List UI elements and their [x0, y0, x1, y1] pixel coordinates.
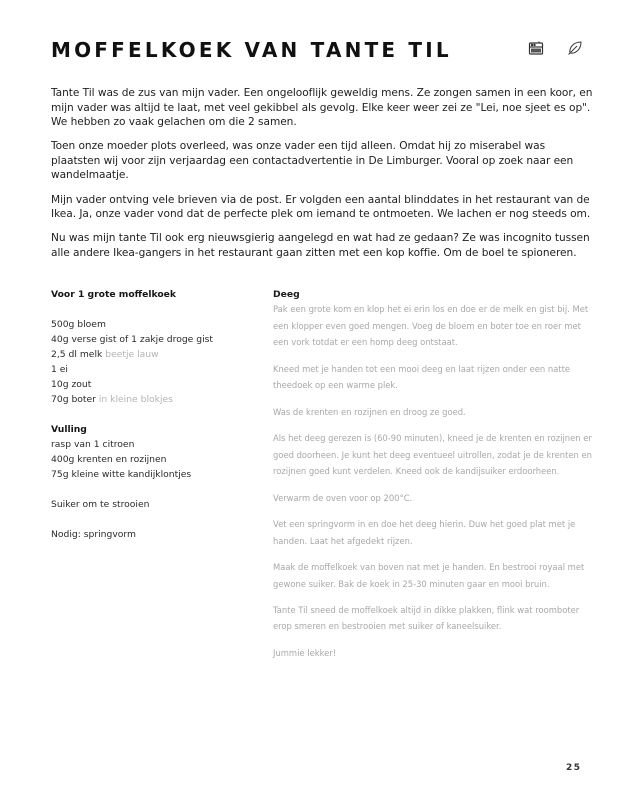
- filling-item: 400g krenten en rozijnen: [51, 454, 167, 465]
- method-step: Als het deeg gerezen is (60-90 minuten), kneed je de krenten en rozijnen er goed doorheen. Je kunt het deeg eventueel uitrollen, zodat je de krenten en rozijnen goed kunt verdelen. Kneed ook de kandijsuiker erdoorheen.: [273, 432, 592, 477]
- method-step: Vet een springvorm in en doe het deeg hierin. Duw het goed plat met je handen. Laat het afgedekt rijzen.: [273, 518, 576, 546]
- ingredient-item: 2,5 dl melk beetje lauw: [51, 349, 159, 360]
- equipment-note: Nodig: springvorm: [51, 529, 136, 540]
- method-step: Tante Til sneed de moffelkoek altijd in dikke plakken, flink wat roomboter erop smeren en bestrooien met suiker of kaneelsuiker.: [273, 604, 580, 632]
- ingredient-item: 70g boter in kleine blokjes: [51, 394, 173, 405]
- method-step: Maak de moffelkoek van boven nat met je handen. En bestrooi royaal met gewone suiker. Bak de koek in 25-30 minuten gaar en mooi bruin.: [273, 561, 585, 589]
- method-step: Jummie lekker!: [273, 647, 337, 658]
- oven-icon: [528, 40, 544, 56]
- method-header: Deeg: [273, 289, 300, 300]
- ingredients-header: Voor 1 grote moffelkoek: [51, 289, 177, 300]
- ingredient-note: beetje lauw: [105, 349, 159, 360]
- ingredient-item: 40g verse gist of 1 zakje droge gist: [51, 334, 214, 345]
- method-step: Pak een grote kom en klop het ei erin los en doe er de melk en gist bij. Met een klopper even goed mengen. Voeg de bloem en boter toe en roer met een vork totdat er een homp deeg ontstaat.: [273, 304, 589, 348]
- method-steps: [273, 287, 597, 671]
- intro-paragraph: Mijn vader ontving vele brieven via de post. Er volgden een aantal blinddates in het restaurant van de Ikea. Ja, onze vader vond dat de perfecte plek om iemand te ontmoeten. We lachen er nog steeds om.: [51, 193, 591, 221]
- ingredients-list: [51, 287, 261, 557]
- ingredient-item: 10g zout: [51, 379, 92, 390]
- intro-paragraph: Nu was mijn tante Til ook erg nieuwsgierig aangelegd en wat had ze gedaan? Ze was incognito tussen alle andere Ikea-gangers in het restaurant gaan zitten met een kop koffie. Om de boel te spioneren.: [51, 232, 590, 259]
- recipe-icons: [528, 40, 583, 56]
- intro-paragraph: Tante Til was de zus van mijn vader. Een ongelooflijk geweldig mens. Ze zongen samen in een koor, en mijn vader was altijd te laat, met veel gekibbel als gevolg. Elke keer weer zei ze "Lei, noe sjeet es op". We hebben zo vaak gelachen om die 2 samen.: [51, 87, 593, 129]
- method-step: Kneed met je handen tot een mooi deeg en laat rijzen onder een natte theedoek op een warme plek.: [273, 363, 571, 391]
- sugar-note: Suiker om te strooien: [51, 499, 150, 510]
- intro-text: [51, 86, 596, 270]
- ingredient-item: 1 ei: [51, 364, 68, 375]
- leaf-icon: [567, 40, 583, 56]
- filling-header: Vulling: [51, 424, 87, 435]
- filling-item: 75g kleine witte kandijklontjes: [51, 469, 192, 480]
- method-step: Was de krenten en rozijnen en droog ze goed.: [273, 406, 466, 417]
- recipe-title: MOFFELKOEK VAN TANTE TIL: [51, 38, 452, 62]
- page-number: 25: [566, 763, 582, 773]
- method-step: Verwarm de oven voor op 200°C.: [273, 492, 413, 503]
- intro-paragraph: Toen onze moeder plots overleed, was onze vader een tijd alleen. Omdat hij zo miserabel was plaatsten wij voor zijn verjaardag een contactadvertentie in De Limburger. Vooral op zoek naar een wandelmaatje.: [51, 140, 574, 182]
- ingredient-item: 500g bloem: [51, 319, 106, 330]
- ingredient-note: in kleine blokjes: [98, 394, 173, 405]
- filling-item: rasp van 1 citroen: [51, 439, 135, 450]
